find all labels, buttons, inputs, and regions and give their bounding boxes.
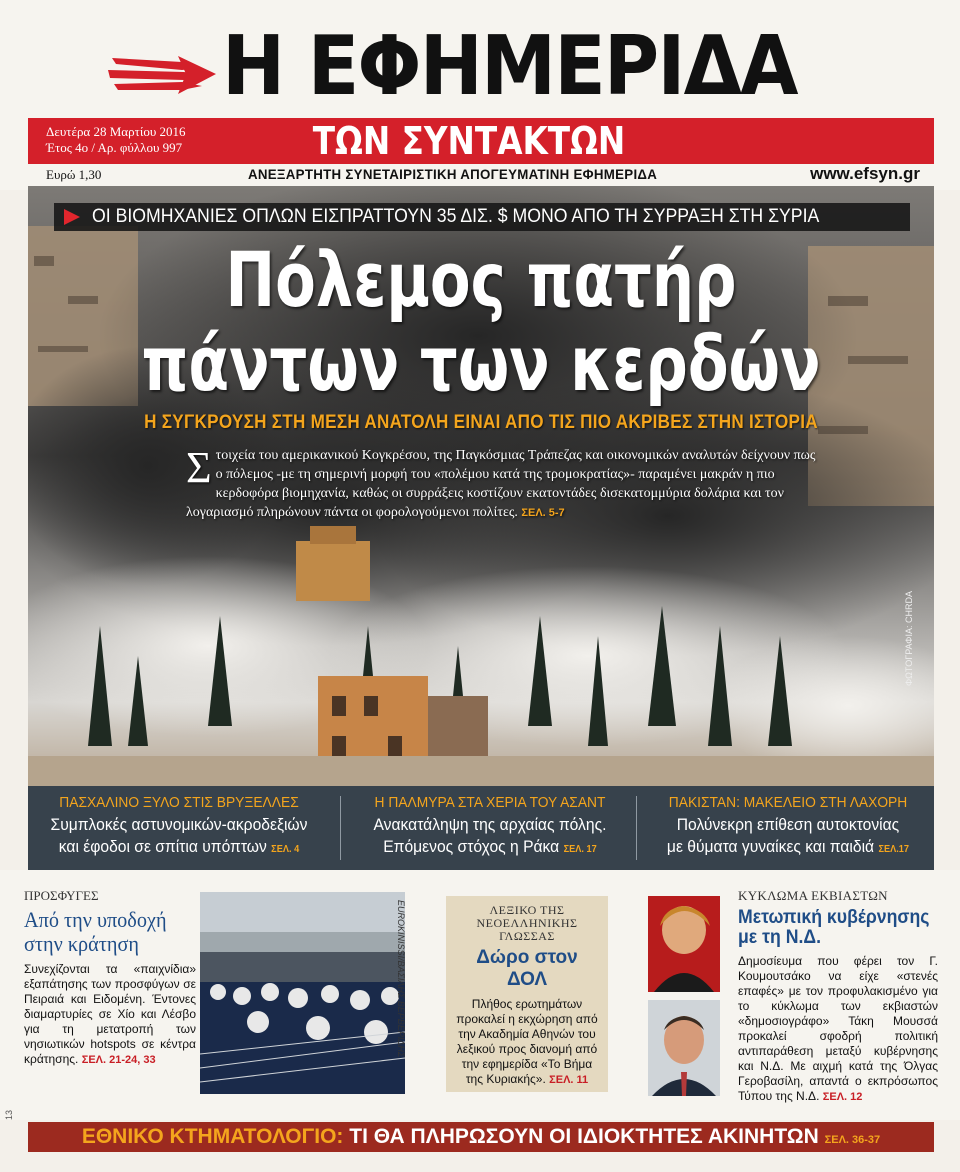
hero-kicker: ΟΙ ΒΙΟΜΗΧΑΝΙΕΣ ΟΠΛΩΝ ΕΙΣΠΡΑΤΤΟΥΝ 35 ΔΙΣ. $ ΜΟΝΟ ΑΠΟ ΤΗ ΣΥΡΡΑΞΗ ΣΤΗ ΣΥΡΙΑ xyxy=(92,206,820,227)
newspaper-title: Η ΕΦΗΜΕΡΙΔΑ xyxy=(222,19,797,114)
page-side-number: 13 xyxy=(4,1109,14,1120)
band-headline-line: Ανακατάληψη της αρχαίας πόλης. xyxy=(373,815,607,834)
band-headline xyxy=(361,814,619,861)
price: Ευρώ 1,30 xyxy=(46,167,102,182)
portrait-man-photo xyxy=(648,1000,720,1096)
story-title-line: με τη Ν.Δ. xyxy=(738,927,821,948)
story-title xyxy=(24,908,182,956)
story-body-text: Δημοσίευμα που φέρει τον Γ. Κουμουτσάκο να είχε «στενές επαφές» με τον προφυλακισμένο για το κύκλωμα των εκβιαστών «δημοσιογράφο» Τάκη Μουσσά προκαλεί σφοδρή πολιτική αντιπαράθεση μεταξύ κυβέρνησης και Ν.Δ. Με αιχμή κατά της Όλγας Γεροβασίλη, απαντά ο εκπρόσωπος Τύπου της Ν.Δ. xyxy=(738,954,938,1103)
story-title-line: στην κράτηση xyxy=(24,931,139,956)
kicker-bar xyxy=(54,203,910,231)
lead-page-ref[interactable]: ΣΕΛ. 5-7 xyxy=(521,507,565,519)
main-headline[interactable] xyxy=(128,235,835,408)
bottom-text: ΤΙ ΘΑ ΠΛΗΡΩΣΟΥΝ ΟΙ ΙΔΙΟΚΤΗΤΕΣ ΑΚΙΝΗΤΩΝ xyxy=(349,1125,819,1148)
section-label-line: ΝΕΟΕΛΛΗΝΙΚΗΣ xyxy=(476,916,578,930)
section-label: ΚΥΚΛΩΜΑ ΕΚΒΙΑΣΤΩΝ xyxy=(738,888,888,903)
divider xyxy=(636,796,637,860)
story-title xyxy=(738,907,930,948)
band-headline-line: Συμπλοκές αστυνομικών-ακροδεξιών xyxy=(50,815,308,834)
lower-section xyxy=(0,870,960,1120)
band-headline-line: Πολύνεκρη επίθεση αυτοκτονίας xyxy=(676,815,900,834)
issue-info xyxy=(46,124,186,156)
bottom-page-ref[interactable]: ΣΕΛ. 36-37 xyxy=(824,1134,881,1146)
story-title: Δώρο στον ΔΟΛ xyxy=(476,947,578,990)
story-page-ref[interactable]: ΣΕΛ. 11 xyxy=(549,1074,589,1086)
bottom-accent: ΕΘΝΙΚΟ ΚΤΗΜΑΤΟΛΟΓΙΟ: xyxy=(81,1125,344,1148)
section-label xyxy=(456,904,598,943)
story-body xyxy=(738,954,938,1105)
section-label-line: ΓΛΩΣΣΑΣ xyxy=(499,929,555,943)
headline-line-1: Πόλεμος πατήρ xyxy=(225,235,737,324)
band-page-ref[interactable]: ΣΕΛ.17 xyxy=(878,844,910,855)
story-body-text: Πλήθος ερωτημάτων προκαλεί η εκχώρηση από την Ακαδημία Αθηνών του λεξικού προς διανομή από την εφημερίδα «Το Βήμα της Κυριακής». xyxy=(456,997,598,1086)
hero-subhead: Η ΣΥΓΚΡΟΥΣΗ ΣΤΗ ΜΕΣΗ ΑΝΑΤΟΛΗ ΕΙΝΑΙ ΑΠΟ ΤΙΣ ΠΙΟ ΑΚΡΙΒΕΣ ΣΤΗΝ ΙΣΤΟΡΙΑ xyxy=(144,412,818,433)
issue-number: Έτος 4ο / Αρ. φύλλου 997 xyxy=(46,140,183,155)
issue-date: Δευτέρα 28 Μαρτίου 2016 xyxy=(46,124,186,139)
hero-story[interactable] xyxy=(28,186,934,786)
section-label: ΠΡΟΣΦΥΓΕΣ xyxy=(24,888,99,903)
band-kicker: Η ΠΑΛΜΥΡΑ ΣΤΑ ΧΕΡΙΑ ΤΟΥ ΑΣΑΝΤ xyxy=(374,794,606,811)
band-page-ref[interactable]: ΣΕΛ. 17 xyxy=(563,844,597,855)
band-story-lahore[interactable] xyxy=(642,786,934,870)
website-link[interactable]: www.efsyn.gr xyxy=(810,164,920,183)
band-story-palmyra[interactable] xyxy=(350,786,630,870)
tagline: ΑΝΕΞΑΡΤΗΤΗ ΣΥΝΕΤΑΙΡΙΣΤΙΚΗ ΑΠΟΓΕΥΜΑΤΙΝΗ ΕΦΗΜΕΡΙΔΑ xyxy=(248,166,658,182)
riot-police-photo xyxy=(200,892,405,1094)
band-headline-line: και έφοδοι σε σπίτια υπόπτων xyxy=(58,837,267,856)
drop-cap: Σ xyxy=(186,443,212,492)
pen-nib-logo-icon xyxy=(108,50,218,98)
band-page-ref[interactable]: ΣΕΛ. 4 xyxy=(271,844,300,855)
section-label-line: ΛΕΞΙΚΟ ΤΗΣ xyxy=(489,903,565,917)
story-body xyxy=(456,997,598,1088)
hero-photo-credit: ΦΩΤΟΓΡΑΦΙΑ: CHRDA xyxy=(904,591,914,686)
story-body-text: Συνεχίζονται τα «παιχνίδια» εξαπάτησης των προσφύγων σε Πειραιά και Ειδομένη. Έντονες διαμαρτυρίες σε Χίο και Λέσβο για τη μετατροπή των νησιωτικών hotspots σε κέντρα κράτησης. xyxy=(24,962,196,1066)
band-headline-line: με θύματα γυναίκες και παιδιά xyxy=(666,837,875,856)
play-arrow-icon xyxy=(64,209,80,225)
band-headline-line: Επόμενος στόχος η Ράκα xyxy=(383,837,560,856)
secondary-stories-band xyxy=(28,786,934,870)
story-body xyxy=(24,962,196,1068)
story-page-ref[interactable]: ΣΕΛ. 21-24, 33 xyxy=(81,1054,156,1066)
newspaper-subtitle: ΤΩΝ ΣΥΝΤΑΚΤΩΝ xyxy=(312,119,626,163)
bottom-banner[interactable] xyxy=(28,1122,934,1152)
lexicon-story[interactable] xyxy=(446,896,608,1092)
story-title-line: Μετωπική κυβέρνησης xyxy=(738,907,930,928)
story-title-line: Από την υποδοχή xyxy=(24,907,167,932)
blackmail-ring-story[interactable] xyxy=(738,888,938,1105)
masthead xyxy=(0,0,960,190)
band-kicker: ΠΑΚΙΣΤΑΝ: ΜΑΚΕΛΕΙΟ ΣΤΗ ΛΑΧΟΡΗ xyxy=(668,794,908,811)
hero-lead-paragraph xyxy=(186,443,816,523)
headline-line-2: πάντων των κερδών xyxy=(141,319,821,408)
band-headline xyxy=(40,814,318,861)
band-headline xyxy=(654,814,923,861)
band-kicker: ΠΑΣΧΑΛΙΝΟ ΞΥΛΟ ΣΤΙΣ ΒΡΥΞΕΛΛΕΣ xyxy=(59,794,299,811)
portrait-woman-photo xyxy=(648,896,720,992)
band-story-brussels[interactable] xyxy=(28,786,330,870)
bottom-headline xyxy=(28,1125,934,1152)
divider xyxy=(340,796,341,860)
riot-photo-credit: EUROKINISSI/ΒΑΣΙΛΗΣ ΒΕΡΒΕΡΙΔΗΣ xyxy=(396,900,406,1058)
refugees-story[interactable] xyxy=(24,888,196,1068)
lead-text: τοιχεία του αμερικανικού Κογκρέσου, της Παγκόσμιας Τράπεζας και οικονομικών αναλυτών δείχνουν πως ο πόλεμος -με τη σημερινή μορφή του «πολέμου κατά της τρομοκρατίας»- παραμένει μακράν η πιο κερδοφόρα βιομηχανία, καθώς οι συρράξεις κοστίζουν εκατοντάδες δισεκατομμύρια δολάρια και τον λογαριασμό πληρώνουν πάντα οι φορολογούμενοι πολίτες. xyxy=(186,448,816,520)
story-page-ref[interactable]: ΣΕΛ. 12 xyxy=(822,1091,863,1103)
